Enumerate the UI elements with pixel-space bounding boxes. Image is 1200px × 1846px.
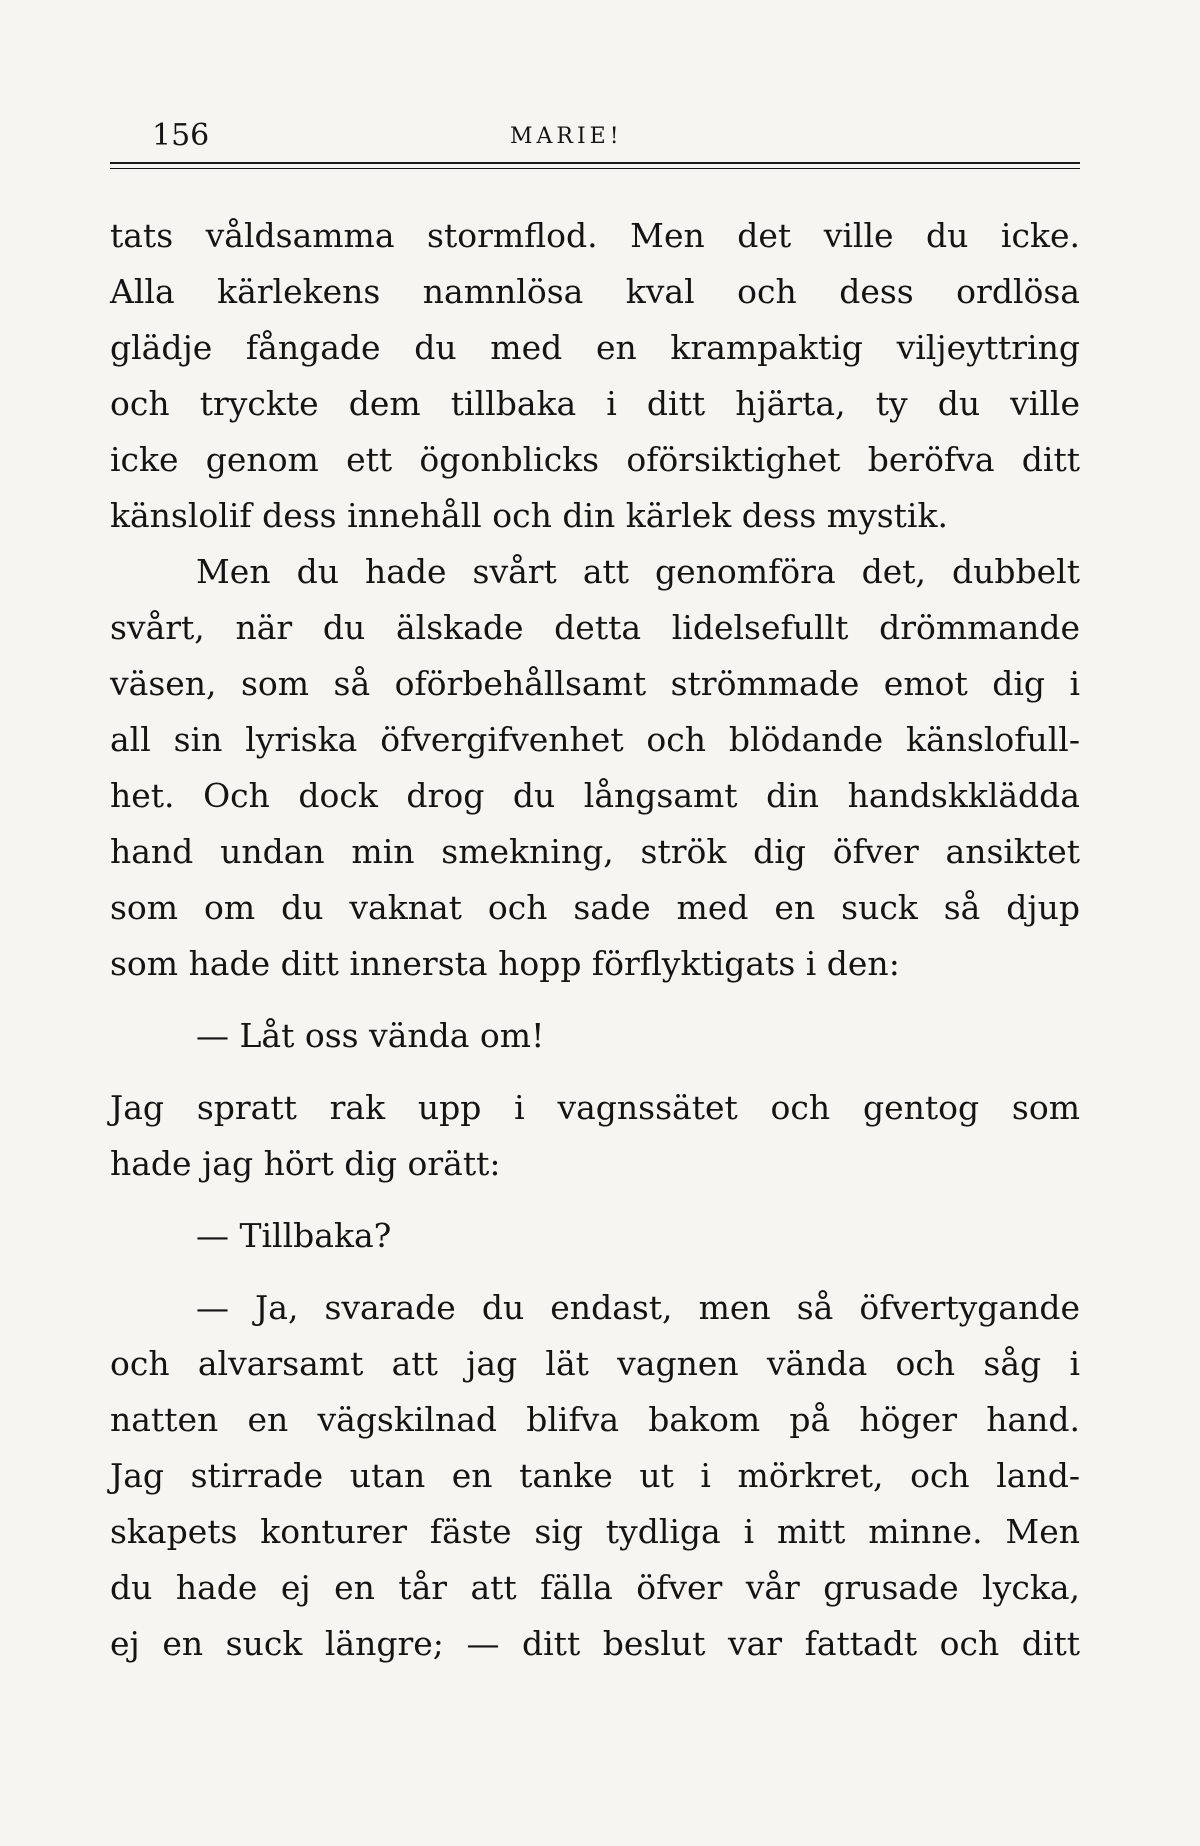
text-line: — Låt oss vända om!	[196, 1016, 545, 1055]
paragraph-gap	[110, 992, 1080, 1008]
text-line: känslolif dess innehåll och din kärlek dess mystik.	[110, 496, 948, 535]
text-line: — Tillbaka?	[196, 1216, 392, 1255]
text-line: väsen, som så oförbehållsamt strömmade emot dig i	[110, 664, 1080, 703]
running-title: MARIE!	[510, 124, 623, 149]
header-rule-thin	[110, 168, 1080, 169]
text-line: och tryckte dem tillbaka i ditt hjärta, ty du ville	[110, 384, 1080, 423]
body-text	[110, 208, 1080, 1672]
text-line: icke genom ett ögonblicks oförsiktighet beröfva ditt	[110, 440, 1080, 479]
paragraph-gap	[110, 1192, 1080, 1208]
text-line: tats våldsamma stormflod. Men det ville du icke.	[110, 216, 1080, 255]
text-line: Jag spratt rak upp i vagnssätet och gentog som	[110, 1088, 1080, 1127]
paragraph-gap	[110, 1264, 1080, 1280]
text-line: Alla kärlekens namnlösa kval och dess ordlösa	[110, 272, 1080, 311]
text-line: — Ja, svarade du endast, men så öfvertygande	[196, 1288, 1080, 1327]
page-number: 156	[152, 118, 210, 153]
text-line: som om du vaknat och sade med en suck så djup	[110, 888, 1080, 927]
text-line: hand undan min smekning, strök dig öfver ansiktet	[110, 832, 1080, 871]
text-line: och alvarsamt att jag lät vagnen vända och såg i	[110, 1344, 1080, 1383]
text-line: du hade ej en tår att fälla öfver vår grusade lycka,	[110, 1568, 1080, 1607]
text-line: som hade ditt innersta hopp förflyktigats i den:	[110, 944, 900, 983]
text-line: natten en vägskilnad blifva bakom på höger hand.	[110, 1400, 1080, 1439]
text-line: ej en suck längre; — ditt beslut var fattadt och ditt	[110, 1624, 1080, 1663]
text-line: svårt, när du älskade detta lidelsefullt drömmande	[110, 608, 1080, 647]
text-line: all sin lyriska öfvergifvenhet och blödande känslofull-	[110, 720, 1080, 759]
paragraph-gap	[110, 1064, 1080, 1080]
text-line: skapets konturer fäste sig tydliga i mitt minne. Men	[110, 1512, 1080, 1551]
page-header	[110, 108, 1080, 158]
text-line: Men du hade svårt att genomföra det, dubbelt	[196, 552, 1080, 591]
text-line: het. Och dock drog du långsamt din handskklädda	[110, 776, 1080, 815]
text-line: hade jag hört dig orätt:	[110, 1144, 501, 1183]
text-line: Jag stirrade utan en tanke ut i mörkret, och land-	[110, 1456, 1080, 1495]
header-rule-thick	[110, 162, 1080, 164]
text-line: glädje fångade du med en krampaktig viljeyttring	[110, 328, 1080, 367]
